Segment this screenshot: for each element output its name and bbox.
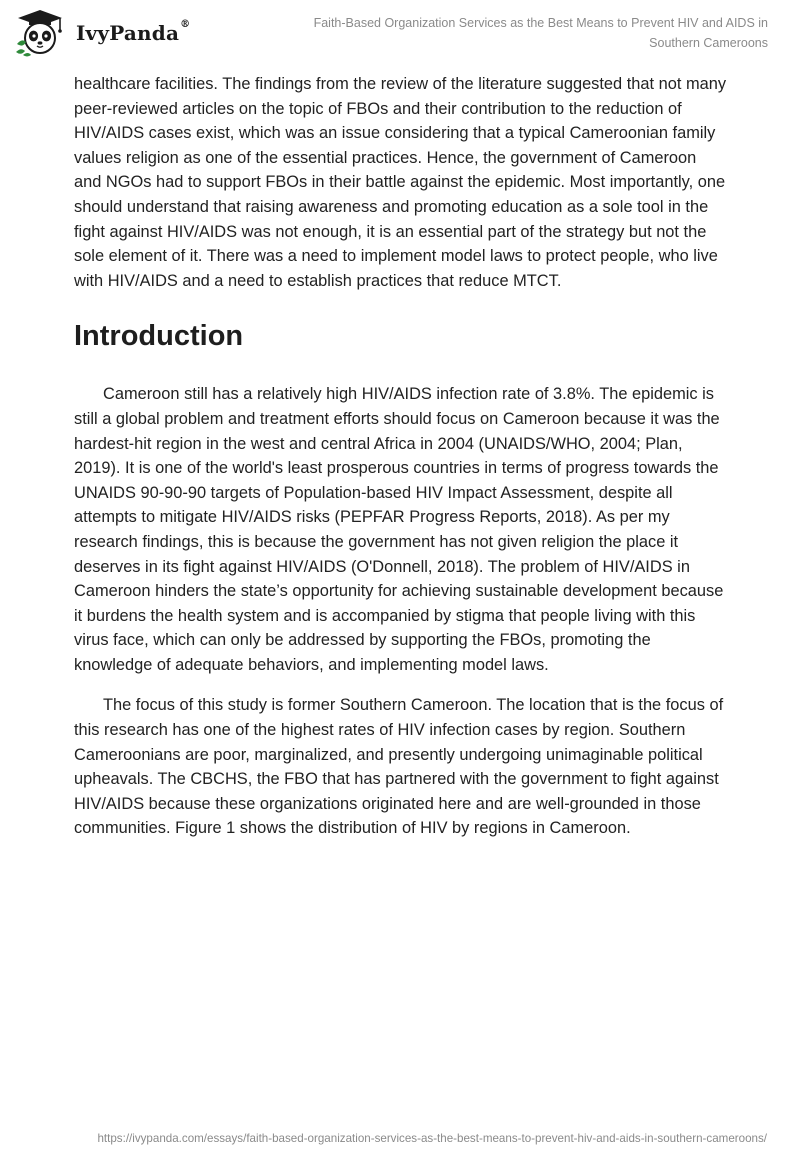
body-paragraph: Cameroon still has a relatively high HIV/AIDS infection rate of 3.8%. The epidemic is still a global problem and treatment efforts should focus on Cameroon because it was the hardest-hit region in the west and central Africa in 2004 (UNAIDS/WHO, 2004; Plan, 2019). It is one of the world's least prosperous countries in terms of progress towards the UNAIDS 90-90-90 targets of Population-based HIV Impact Assessment, despite all attempts to mitigate HIV/AIDS risks (PEPFAR Progress Reports, 2018). As per my research findings, this is because the government has not given religion the place it deserves in its fight against HIV/AIDS (O'Donnell, 2018). The problem of HIV/AIDS in Cameroon hinders the state’s opportunity for achieving sustainable development because it burdens the health system and is accompanied by stigma that people living with this virus face, which can only be addressed by supporting the FBOs, promoting the knowledge of adequate behaviors, and implementing model laws.: [74, 385, 724, 674]
brand-name: IvyPanda®: [76, 19, 191, 45]
page-header: [0, 0, 800, 70]
registered-mark: ®: [180, 19, 191, 30]
panda-mascot-icon: [14, 8, 66, 58]
intro-paragraph: healthcare facilities. The findings from the review of the literature suggested that not many peer-reviewed articles on the topic of FBOs and their contribution to the reduction of HIV/AIDS cases exist, which was an issue considering that a typical Cameroonian family values religion as one of the essential practices. Hence, the government of Cameroon and NGOs had to support FBOs in their battle against the epidemic. Most importantly, one should understand that raising awareness and promoting education as a sole tool in the fight against HIV/AIDS was not enough, it is an essential part of the strategy but not the sole element of it. There was a need to implement model laws to protect people, who live with HIV/AIDS and a need to establish practices that reduce MTCT.: [74, 75, 727, 290]
footer-url-link[interactable]: https://ivypanda.com/essays/faith-based-organization-services-as-the-best-means-to-prevent-hiv-and-aids-in-southern-cameroons/: [97, 1132, 767, 1145]
essay-body: [74, 72, 728, 841]
body-paragraph: The focus of this study is former Southern Cameroon. The location that is the focus of this research has one of the highest rates of HIV infection cases by region. Southern Cameroonians are poor, marginalized, and presently undergoing unimaginable political upheavals. The CBCHS, the FBO that has partnered with the government to fight against HIV/AIDS because these organizations originated here and are well-grounded in those communities. Figure 1 shows the distribution of HIV by regions in Cameroon.: [74, 696, 724, 838]
ivypanda-logo[interactable]: [14, 8, 214, 58]
section-heading: Introduction: [74, 320, 244, 353]
document-title: Faith-Based Organization Services as the Best Means to Prevent HIV and AIDS in Southern Cameroons: [313, 16, 768, 50]
